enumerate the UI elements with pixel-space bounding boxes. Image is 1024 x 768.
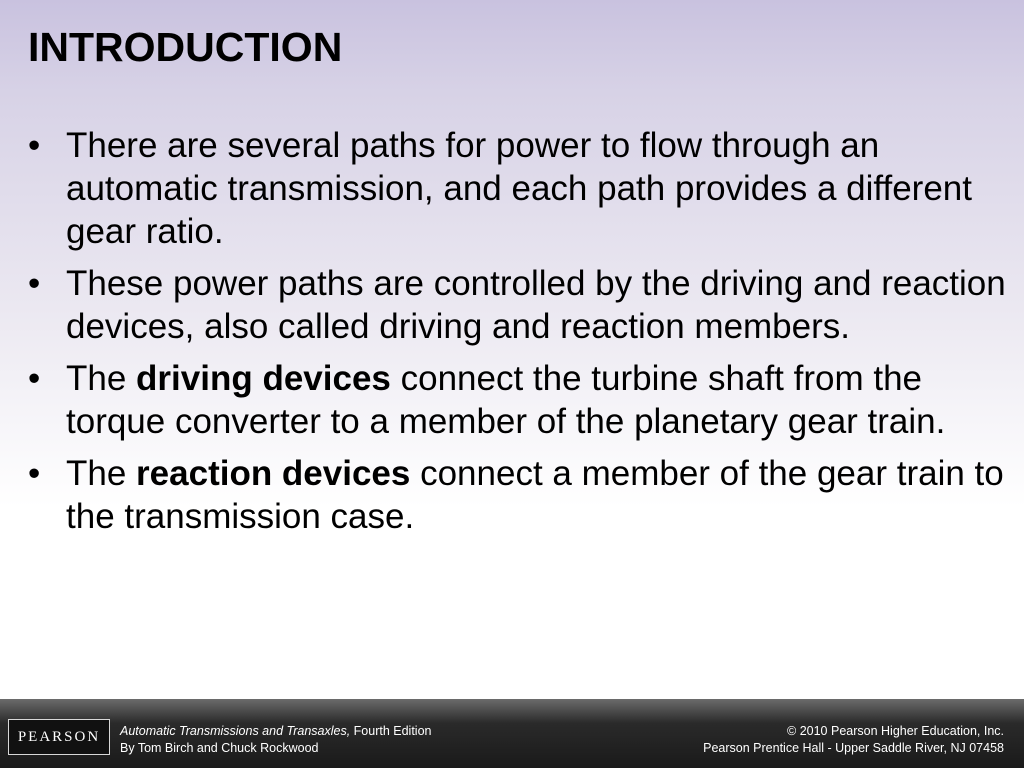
copyright-info: [703, 723, 1004, 757]
book-authors: By Tom Birch and Chuck Rockwood: [120, 741, 319, 755]
bullet-marker: •: [28, 264, 41, 303]
book-info: [120, 723, 431, 757]
book-title-line: [120, 723, 431, 740]
bullet-item: [28, 452, 1008, 538]
bullet-marker: •: [28, 359, 41, 398]
book-edition: Fourth Edition: [350, 724, 432, 738]
bullet-text: connect a member of the gear train to the transmission case.: [66, 454, 1004, 536]
slide-footer: [0, 699, 1024, 768]
bullet-text-lead: The: [66, 454, 137, 493]
bullet-text: These power paths are controlled by the driving and reaction devices, also called driving and reaction members.: [66, 264, 1006, 346]
bullet-text: There are several paths for power to flow through an automatic transmission, and each path provides a different gear ratio.: [66, 126, 972, 251]
pearson-logo: PEARSON: [8, 719, 110, 755]
bullet-term: reaction devices: [136, 454, 411, 493]
publisher-line: Pearson Prentice Hall - Upper Saddle River, NJ 07458: [703, 741, 1004, 755]
bullet-list: [28, 124, 1008, 547]
slide-title: INTRODUCTION: [28, 24, 343, 70]
bullet-marker: •: [28, 126, 41, 165]
bullet-item: [28, 124, 1008, 253]
bullet-text-lead: The: [66, 359, 137, 398]
book-title: Automatic Transmissions and Transaxles,: [120, 724, 351, 738]
bullet-term: driving devices: [136, 359, 391, 398]
bullet-item: [28, 357, 1008, 443]
bullet-marker: •: [28, 454, 41, 493]
bullet-item: [28, 262, 1008, 348]
copyright-line: © 2010 Pearson Higher Education, Inc.: [787, 724, 1004, 738]
bullet-text: connect the turbine shaft from the torque converter to a member of the planetary gear train.: [66, 359, 946, 441]
